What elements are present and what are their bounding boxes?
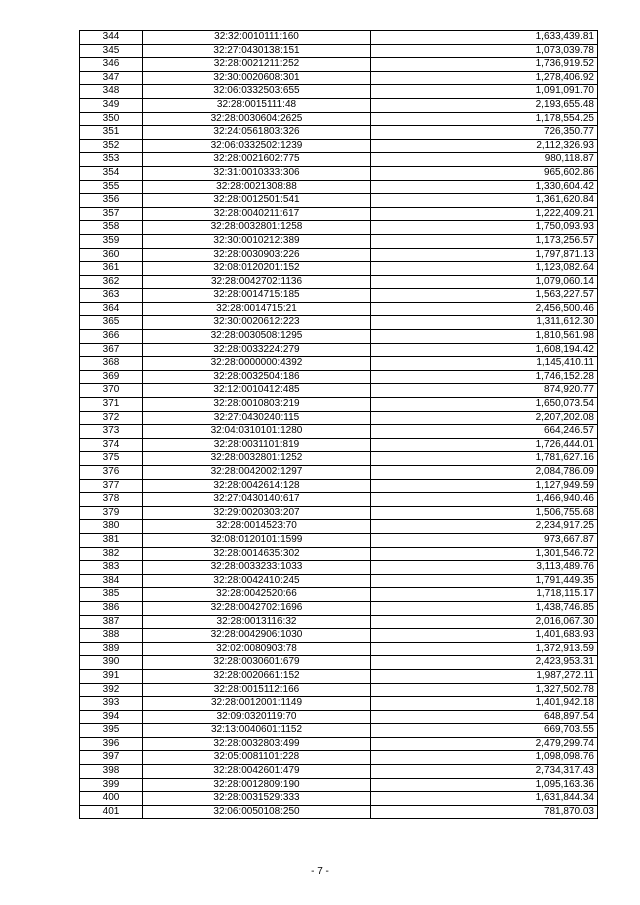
cadastral-number-cell: 32:28:0012001:1149 bbox=[143, 697, 371, 711]
cadastral-number-cell: 32:30:0010212:389 bbox=[143, 234, 371, 248]
value-cell: 1,750,093.93 bbox=[371, 221, 598, 235]
table-row bbox=[80, 221, 598, 235]
value-cell: 1,781,627.16 bbox=[371, 452, 598, 466]
table-row bbox=[80, 398, 598, 412]
value-cell: 1,401,683.93 bbox=[371, 629, 598, 643]
table-row bbox=[80, 248, 598, 262]
cadastral-number-cell: 32:28:0032504:186 bbox=[143, 370, 371, 384]
table-row bbox=[80, 139, 598, 153]
table-row bbox=[80, 466, 598, 480]
table-row bbox=[80, 574, 598, 588]
value-cell: 648,897.54 bbox=[371, 710, 598, 724]
table-row bbox=[80, 425, 598, 439]
cadastral-number-cell: 32:12:0010412:485 bbox=[143, 384, 371, 398]
value-cell: 2,016,067.30 bbox=[371, 615, 598, 629]
cadastral-number-cell: 32:28:0021602:775 bbox=[143, 153, 371, 167]
cadastral-number-cell: 32:28:0015112:166 bbox=[143, 683, 371, 697]
row-number-cell: 401 bbox=[80, 805, 143, 819]
value-cell: 1,631,844.34 bbox=[371, 792, 598, 806]
table-row bbox=[80, 194, 598, 208]
cadastral-number-cell: 32:28:0042410:245 bbox=[143, 574, 371, 588]
cadastral-number-cell: 32:28:0031101:819 bbox=[143, 438, 371, 452]
value-cell: 1,726,444.01 bbox=[371, 438, 598, 452]
value-cell: 1,987,272.11 bbox=[371, 669, 598, 683]
table-row bbox=[80, 384, 598, 398]
value-cell: 1,650,073.54 bbox=[371, 398, 598, 412]
row-number-cell: 373 bbox=[80, 425, 143, 439]
cadastral-number-cell: 32:06:0332503:655 bbox=[143, 85, 371, 99]
row-number-cell: 360 bbox=[80, 248, 143, 262]
table-row bbox=[80, 697, 598, 711]
table-row bbox=[80, 275, 598, 289]
row-number-cell: 381 bbox=[80, 533, 143, 547]
row-number-cell: 382 bbox=[80, 547, 143, 561]
cadastral-number-cell: 32:04:0310101:1280 bbox=[143, 425, 371, 439]
value-cell: 1,098,098.76 bbox=[371, 751, 598, 765]
cadastral-number-cell: 32:28:0014715:21 bbox=[143, 302, 371, 316]
row-number-cell: 394 bbox=[80, 710, 143, 724]
row-number-cell: 389 bbox=[80, 642, 143, 656]
cadastral-number-cell: 32:30:0020608:301 bbox=[143, 71, 371, 85]
cadastral-number-cell: 32:28:0000000:4392 bbox=[143, 357, 371, 371]
value-cell: 1,173,256.57 bbox=[371, 234, 598, 248]
value-cell: 781,870.03 bbox=[371, 805, 598, 819]
row-number-cell: 399 bbox=[80, 778, 143, 792]
row-number-cell: 391 bbox=[80, 669, 143, 683]
table-row bbox=[80, 520, 598, 534]
cadastral-number-cell: 32:28:0013116:32 bbox=[143, 615, 371, 629]
row-number-cell: 348 bbox=[80, 85, 143, 99]
cadastral-number-cell: 32:28:0042601:479 bbox=[143, 765, 371, 779]
row-number-cell: 351 bbox=[80, 126, 143, 140]
table-row bbox=[80, 642, 598, 656]
table-row bbox=[80, 112, 598, 126]
row-number-cell: 392 bbox=[80, 683, 143, 697]
cadastral-number-cell: 32:30:0020612:223 bbox=[143, 316, 371, 330]
value-cell: 1,127,949.59 bbox=[371, 479, 598, 493]
table-row bbox=[80, 669, 598, 683]
table-row bbox=[80, 71, 598, 85]
cadastral-number-cell: 32:24:0561803:326 bbox=[143, 126, 371, 140]
table-row bbox=[80, 533, 598, 547]
cadastral-number-cell: 32:28:0033224:279 bbox=[143, 343, 371, 357]
value-cell: 3,113,489.76 bbox=[371, 561, 598, 575]
value-cell: 2,734,317.43 bbox=[371, 765, 598, 779]
row-number-cell: 390 bbox=[80, 656, 143, 670]
value-cell: 726,350.77 bbox=[371, 126, 598, 140]
cadastral-number-cell: 32:28:0040211:617 bbox=[143, 207, 371, 221]
cadastral-number-cell: 32:28:0042702:1136 bbox=[143, 275, 371, 289]
table-row bbox=[80, 207, 598, 221]
table-row bbox=[80, 710, 598, 724]
row-number-cell: 368 bbox=[80, 357, 143, 371]
row-number-cell: 364 bbox=[80, 302, 143, 316]
value-cell: 2,112,326.93 bbox=[371, 139, 598, 153]
value-cell: 1,123,082.64 bbox=[371, 262, 598, 276]
cadastral-number-cell: 32:28:0033233:1033 bbox=[143, 561, 371, 575]
cadastral-number-cell: 32:09:0320119:70 bbox=[143, 710, 371, 724]
row-number-cell: 345 bbox=[80, 44, 143, 58]
value-cell: 1,301,546.72 bbox=[371, 547, 598, 561]
value-cell: 1,178,554.25 bbox=[371, 112, 598, 126]
value-cell: 1,810,561.98 bbox=[371, 330, 598, 344]
cadastral-number-cell: 32:05:0081101:228 bbox=[143, 751, 371, 765]
cadastral-number-cell: 32:28:0010803:219 bbox=[143, 398, 371, 412]
cadastral-number-cell: 32:28:0021308:88 bbox=[143, 180, 371, 194]
table-row bbox=[80, 262, 598, 276]
row-number-cell: 393 bbox=[80, 697, 143, 711]
row-number-cell: 385 bbox=[80, 588, 143, 602]
value-cell: 2,479,299.74 bbox=[371, 737, 598, 751]
cadastral-number-cell: 32:28:0042906:1030 bbox=[143, 629, 371, 643]
cadastral-number-cell: 32:27:0430240:115 bbox=[143, 411, 371, 425]
row-number-cell: 347 bbox=[80, 71, 143, 85]
table-row bbox=[80, 330, 598, 344]
value-cell: 1,372,913.59 bbox=[371, 642, 598, 656]
row-number-cell: 398 bbox=[80, 765, 143, 779]
cadastral-number-cell: 32:28:0020661:152 bbox=[143, 669, 371, 683]
cadastral-number-cell: 32:28:0015111:48 bbox=[143, 98, 371, 112]
table-row bbox=[80, 506, 598, 520]
table-row bbox=[80, 805, 598, 819]
table-row bbox=[80, 778, 598, 792]
row-number-cell: 397 bbox=[80, 751, 143, 765]
value-cell: 2,193,655.48 bbox=[371, 98, 598, 112]
row-number-cell: 359 bbox=[80, 234, 143, 248]
table-row bbox=[80, 31, 598, 45]
table-row bbox=[80, 588, 598, 602]
row-number-cell: 378 bbox=[80, 493, 143, 507]
row-number-cell: 369 bbox=[80, 370, 143, 384]
table-row bbox=[80, 316, 598, 330]
cadastral-number-cell: 32:28:0030601:679 bbox=[143, 656, 371, 670]
table-row bbox=[80, 792, 598, 806]
table-row bbox=[80, 629, 598, 643]
cadastral-number-cell: 32:08:0120201:152 bbox=[143, 262, 371, 276]
row-number-cell: 374 bbox=[80, 438, 143, 452]
cadastral-number-cell: 32:28:0042002:1297 bbox=[143, 466, 371, 480]
value-cell: 2,207,202.08 bbox=[371, 411, 598, 425]
value-cell: 1,278,406.92 bbox=[371, 71, 598, 85]
cadastral-number-cell: 32:02:0080903:78 bbox=[143, 642, 371, 656]
table-row bbox=[80, 153, 598, 167]
value-cell: 2,084,786.09 bbox=[371, 466, 598, 480]
row-number-cell: 395 bbox=[80, 724, 143, 738]
value-cell: 874,920.77 bbox=[371, 384, 598, 398]
table-row bbox=[80, 615, 598, 629]
table-row bbox=[80, 452, 598, 466]
table-row bbox=[80, 357, 598, 371]
table-row bbox=[80, 737, 598, 751]
table-row bbox=[80, 58, 598, 72]
value-cell: 669,703.55 bbox=[371, 724, 598, 738]
table-row bbox=[80, 493, 598, 507]
row-number-cell: 362 bbox=[80, 275, 143, 289]
value-cell: 1,718,115.17 bbox=[371, 588, 598, 602]
cadastral-number-cell: 32:28:0042614:128 bbox=[143, 479, 371, 493]
value-cell: 1,091,091.70 bbox=[371, 85, 598, 99]
value-cell: 1,506,755.68 bbox=[371, 506, 598, 520]
cadastral-number-cell: 32:29:0020303:207 bbox=[143, 506, 371, 520]
cadastral-number-cell: 32:13:0040601:1152 bbox=[143, 724, 371, 738]
row-number-cell: 370 bbox=[80, 384, 143, 398]
row-number-cell: 350 bbox=[80, 112, 143, 126]
cadastral-number-cell: 32:27:0430138:151 bbox=[143, 44, 371, 58]
cadastral-number-cell: 32:32:0010111:160 bbox=[143, 31, 371, 45]
table-row bbox=[80, 166, 598, 180]
value-cell: 980,118.87 bbox=[371, 153, 598, 167]
cadastral-number-cell: 32:28:0021211:252 bbox=[143, 58, 371, 72]
table-row bbox=[80, 683, 598, 697]
table-row bbox=[80, 98, 598, 112]
cadastral-number-cell: 32:28:0032803:499 bbox=[143, 737, 371, 751]
page-number: - 7 - bbox=[311, 866, 329, 877]
row-number-cell: 354 bbox=[80, 166, 143, 180]
cadastral-number-cell: 32:28:0014523:70 bbox=[143, 520, 371, 534]
value-cell: 1,327,502.78 bbox=[371, 683, 598, 697]
row-number-cell: 380 bbox=[80, 520, 143, 534]
value-cell: 2,423,953.31 bbox=[371, 656, 598, 670]
value-cell: 1,073,039.78 bbox=[371, 44, 598, 58]
value-cell: 1,401,942.18 bbox=[371, 697, 598, 711]
row-number-cell: 358 bbox=[80, 221, 143, 235]
value-cell: 2,234,917.25 bbox=[371, 520, 598, 534]
table-row bbox=[80, 656, 598, 670]
value-cell: 1,563,227.57 bbox=[371, 289, 598, 303]
table-body bbox=[80, 31, 598, 819]
row-number-cell: 357 bbox=[80, 207, 143, 221]
row-number-cell: 372 bbox=[80, 411, 143, 425]
table-row bbox=[80, 601, 598, 615]
table-row bbox=[80, 411, 598, 425]
value-cell: 1,079,060.14 bbox=[371, 275, 598, 289]
table-row bbox=[80, 289, 598, 303]
cadastral-number-cell: 32:28:0032801:1258 bbox=[143, 221, 371, 235]
row-number-cell: 400 bbox=[80, 792, 143, 806]
cadastral-number-cell: 32:31:0010333:306 bbox=[143, 166, 371, 180]
value-cell: 2,456,500.46 bbox=[371, 302, 598, 316]
table-row bbox=[80, 85, 598, 99]
value-cell: 1,633,439.81 bbox=[371, 31, 598, 45]
row-number-cell: 377 bbox=[80, 479, 143, 493]
cadastral-number-cell: 32:28:0012809:190 bbox=[143, 778, 371, 792]
value-cell: 1,466,940.46 bbox=[371, 493, 598, 507]
table-row bbox=[80, 302, 598, 316]
row-number-cell: 396 bbox=[80, 737, 143, 751]
row-number-cell: 353 bbox=[80, 153, 143, 167]
table-row bbox=[80, 479, 598, 493]
row-number-cell: 384 bbox=[80, 574, 143, 588]
cadastral-number-cell: 32:28:0031529:333 bbox=[143, 792, 371, 806]
row-number-cell: 383 bbox=[80, 561, 143, 575]
table-row bbox=[80, 180, 598, 194]
value-cell: 664,246.57 bbox=[371, 425, 598, 439]
value-cell: 1,145,410.11 bbox=[371, 357, 598, 371]
row-number-cell: 352 bbox=[80, 139, 143, 153]
cadastral-number-cell: 32:28:0014635:302 bbox=[143, 547, 371, 561]
table-row bbox=[80, 547, 598, 561]
cadastral-number-cell: 32:28:0012501:541 bbox=[143, 194, 371, 208]
row-number-cell: 386 bbox=[80, 601, 143, 615]
table-row bbox=[80, 44, 598, 58]
value-cell: 1,361,620.84 bbox=[371, 194, 598, 208]
value-cell: 1,222,409.21 bbox=[371, 207, 598, 221]
row-number-cell: 346 bbox=[80, 58, 143, 72]
row-number-cell: 363 bbox=[80, 289, 143, 303]
value-cell: 1,791,449.35 bbox=[371, 574, 598, 588]
value-cell: 1,608,194.42 bbox=[371, 343, 598, 357]
row-number-cell: 371 bbox=[80, 398, 143, 412]
row-number-cell: 388 bbox=[80, 629, 143, 643]
cadastral-number-cell: 32:28:0030508:1295 bbox=[143, 330, 371, 344]
row-number-cell: 367 bbox=[80, 343, 143, 357]
value-cell: 1,330,604.42 bbox=[371, 180, 598, 194]
cadastral-number-cell: 32:06:0050108:250 bbox=[143, 805, 371, 819]
cadastral-number-cell: 32:08:0120101:1599 bbox=[143, 533, 371, 547]
cadastral-number-cell: 32:28:0030903:226 bbox=[143, 248, 371, 262]
row-number-cell: 361 bbox=[80, 262, 143, 276]
value-cell: 1,736,919.52 bbox=[371, 58, 598, 72]
cadastral-number-cell: 32:28:0032801:1252 bbox=[143, 452, 371, 466]
cadastral-number-cell: 32:28:0030604:2625 bbox=[143, 112, 371, 126]
cadastral-values-table bbox=[79, 30, 598, 819]
row-number-cell: 376 bbox=[80, 466, 143, 480]
table-row bbox=[80, 126, 598, 140]
value-cell: 1,438,746.85 bbox=[371, 601, 598, 615]
row-number-cell: 366 bbox=[80, 330, 143, 344]
table-row bbox=[80, 724, 598, 738]
table-row bbox=[80, 561, 598, 575]
row-number-cell: 387 bbox=[80, 615, 143, 629]
cadastral-number-cell: 32:28:0014715:185 bbox=[143, 289, 371, 303]
value-cell: 1,311,612.30 bbox=[371, 316, 598, 330]
value-cell: 1,095,163.36 bbox=[371, 778, 598, 792]
cadastral-number-cell: 32:28:0042702:1696 bbox=[143, 601, 371, 615]
table-row bbox=[80, 370, 598, 384]
value-cell: 1,746,152.28 bbox=[371, 370, 598, 384]
row-number-cell: 344 bbox=[80, 31, 143, 45]
row-number-cell: 375 bbox=[80, 452, 143, 466]
row-number-cell: 356 bbox=[80, 194, 143, 208]
value-cell: 965,602.86 bbox=[371, 166, 598, 180]
cadastral-number-cell: 32:06:0332502:1239 bbox=[143, 139, 371, 153]
cadastral-number-cell: 32:28:0042520:66 bbox=[143, 588, 371, 602]
table-row bbox=[80, 438, 598, 452]
value-cell: 973,667.87 bbox=[371, 533, 598, 547]
table-row bbox=[80, 234, 598, 248]
cadastral-number-cell: 32:27:0430140:617 bbox=[143, 493, 371, 507]
row-number-cell: 349 bbox=[80, 98, 143, 112]
table-row bbox=[80, 765, 598, 779]
row-number-cell: 365 bbox=[80, 316, 143, 330]
table-row bbox=[80, 343, 598, 357]
table-row bbox=[80, 751, 598, 765]
row-number-cell: 355 bbox=[80, 180, 143, 194]
row-number-cell: 379 bbox=[80, 506, 143, 520]
value-cell: 1,797,871.13 bbox=[371, 248, 598, 262]
